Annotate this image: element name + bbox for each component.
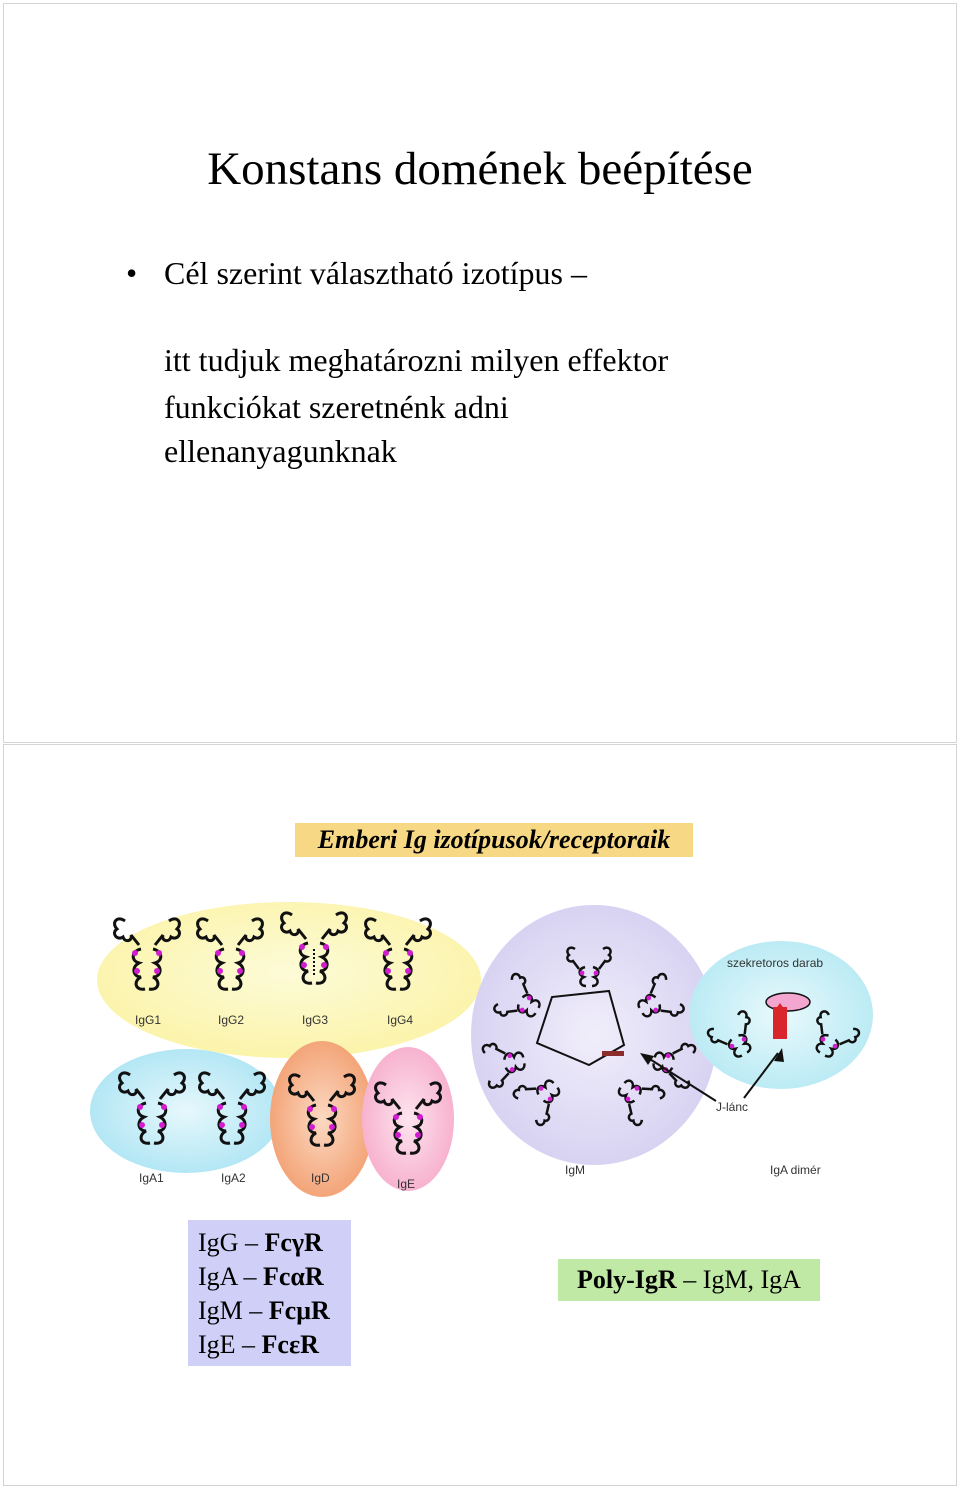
igg-background: [97, 902, 481, 1058]
label-igg1: IgG1: [135, 1013, 162, 1027]
label-igg4: IgG4: [387, 1013, 414, 1027]
sub-line-3: ellenanyagunknak: [164, 433, 397, 469]
poly-igr-ligands: IgM, IgA: [702, 1265, 801, 1294]
label-iga2: IgA2: [221, 1171, 246, 1185]
sub-line-1: itt tudjuk meghatározni milyen effektor: [164, 342, 669, 378]
igm-background: [471, 905, 717, 1165]
label-iga-dimer: IgA dimér: [770, 1163, 821, 1177]
slide-title: Konstans domének beépítése: [207, 143, 753, 195]
label-igg3: IgG3: [302, 1013, 329, 1027]
iga-background: [90, 1049, 282, 1173]
label-igg2: IgG2: [218, 1013, 245, 1027]
poly-igr-box: Poly-IgR – IgM, IgA: [558, 1259, 820, 1301]
poly-igr-name: Poly-IgR: [577, 1265, 677, 1294]
receptor-row: IgA – FcαR: [198, 1262, 324, 1291]
sub-line-2: funkciókat szeretnénk adni: [164, 389, 509, 425]
receptor-row: IgM – FcμR: [198, 1296, 330, 1325]
receptor-row: IgG – FcγR: [198, 1228, 323, 1257]
slide-1: [3, 3, 957, 743]
slide-2: [3, 744, 957, 1486]
label-iga1: IgA1: [139, 1171, 164, 1185]
receptor-row: IgE – FcεR: [198, 1330, 319, 1359]
label-secretory: szekretoros darab: [727, 956, 824, 970]
label-igd: IgD: [311, 1171, 330, 1185]
isotype-figure: [4, 745, 956, 1485]
bullet-dot-icon: •: [126, 255, 138, 291]
fc-receptor-box: [188, 1220, 351, 1366]
label-jchain: J-lánc: [716, 1100, 749, 1114]
bullet-text: Cél szerint választható izotípus –: [164, 255, 587, 291]
ige-background: [362, 1047, 454, 1191]
slide-title: Emberi Ig izotípusok/receptoraik: [295, 823, 693, 857]
label-ige: IgE: [397, 1177, 416, 1191]
label-igm: IgM: [565, 1163, 586, 1177]
